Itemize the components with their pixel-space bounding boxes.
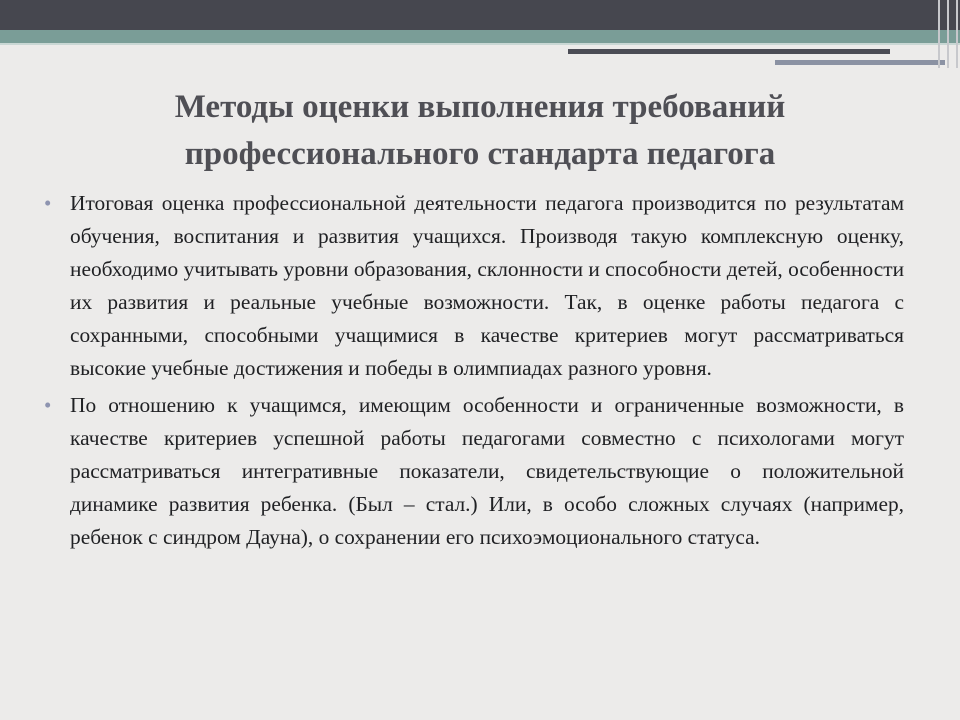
decorative-bar-secondary	[775, 60, 945, 65]
bullet-icon: •	[44, 393, 52, 417]
bullet-item-1	[44, 187, 904, 385]
bullet-icon: •	[44, 191, 52, 215]
header-divider	[0, 43, 960, 45]
decorative-stripes	[936, 0, 960, 68]
bullet-item-2	[44, 389, 904, 554]
slide-title	[40, 84, 920, 178]
bullet-list	[44, 187, 904, 558]
slide-title-line-1: Методы оценки выполнения требований	[174, 89, 786, 125]
bullet-text: По отношению к учащимся, имеющим особенности и ограниченные возможности, в качестве критериев успешной работы педагогами совместно с психологами могут рассматриваться интегративные показатели, свидетельствующие о положительной динамике развития ребенка. (Был – стал.) Или, в особо сложных случаях (например, ребенок с синдром Дауна), о сохранении его психоэмоционального статуса.	[70, 393, 904, 549]
header-band	[0, 0, 960, 30]
header-accent-line	[0, 30, 960, 43]
bullet-text: Итоговая оценка профессиональной деятельности педагога производится по результатам обучения, воспитания и развития учащихся. Производя такую комплексную оценку, необходимо учитывать уровни образования, склонности и способности детей, особенности их развития и реальные учебные возможности. Так, в оценке работы педагога с сохранными, способными учащимися в качестве критериев могут рассматриваться высокие учебные достижения и победы в олимпиадах разного уровня.	[70, 191, 905, 380]
slide-title-line-2: профессионального стандарта педагога	[184, 136, 776, 172]
decorative-bar	[568, 49, 890, 54]
